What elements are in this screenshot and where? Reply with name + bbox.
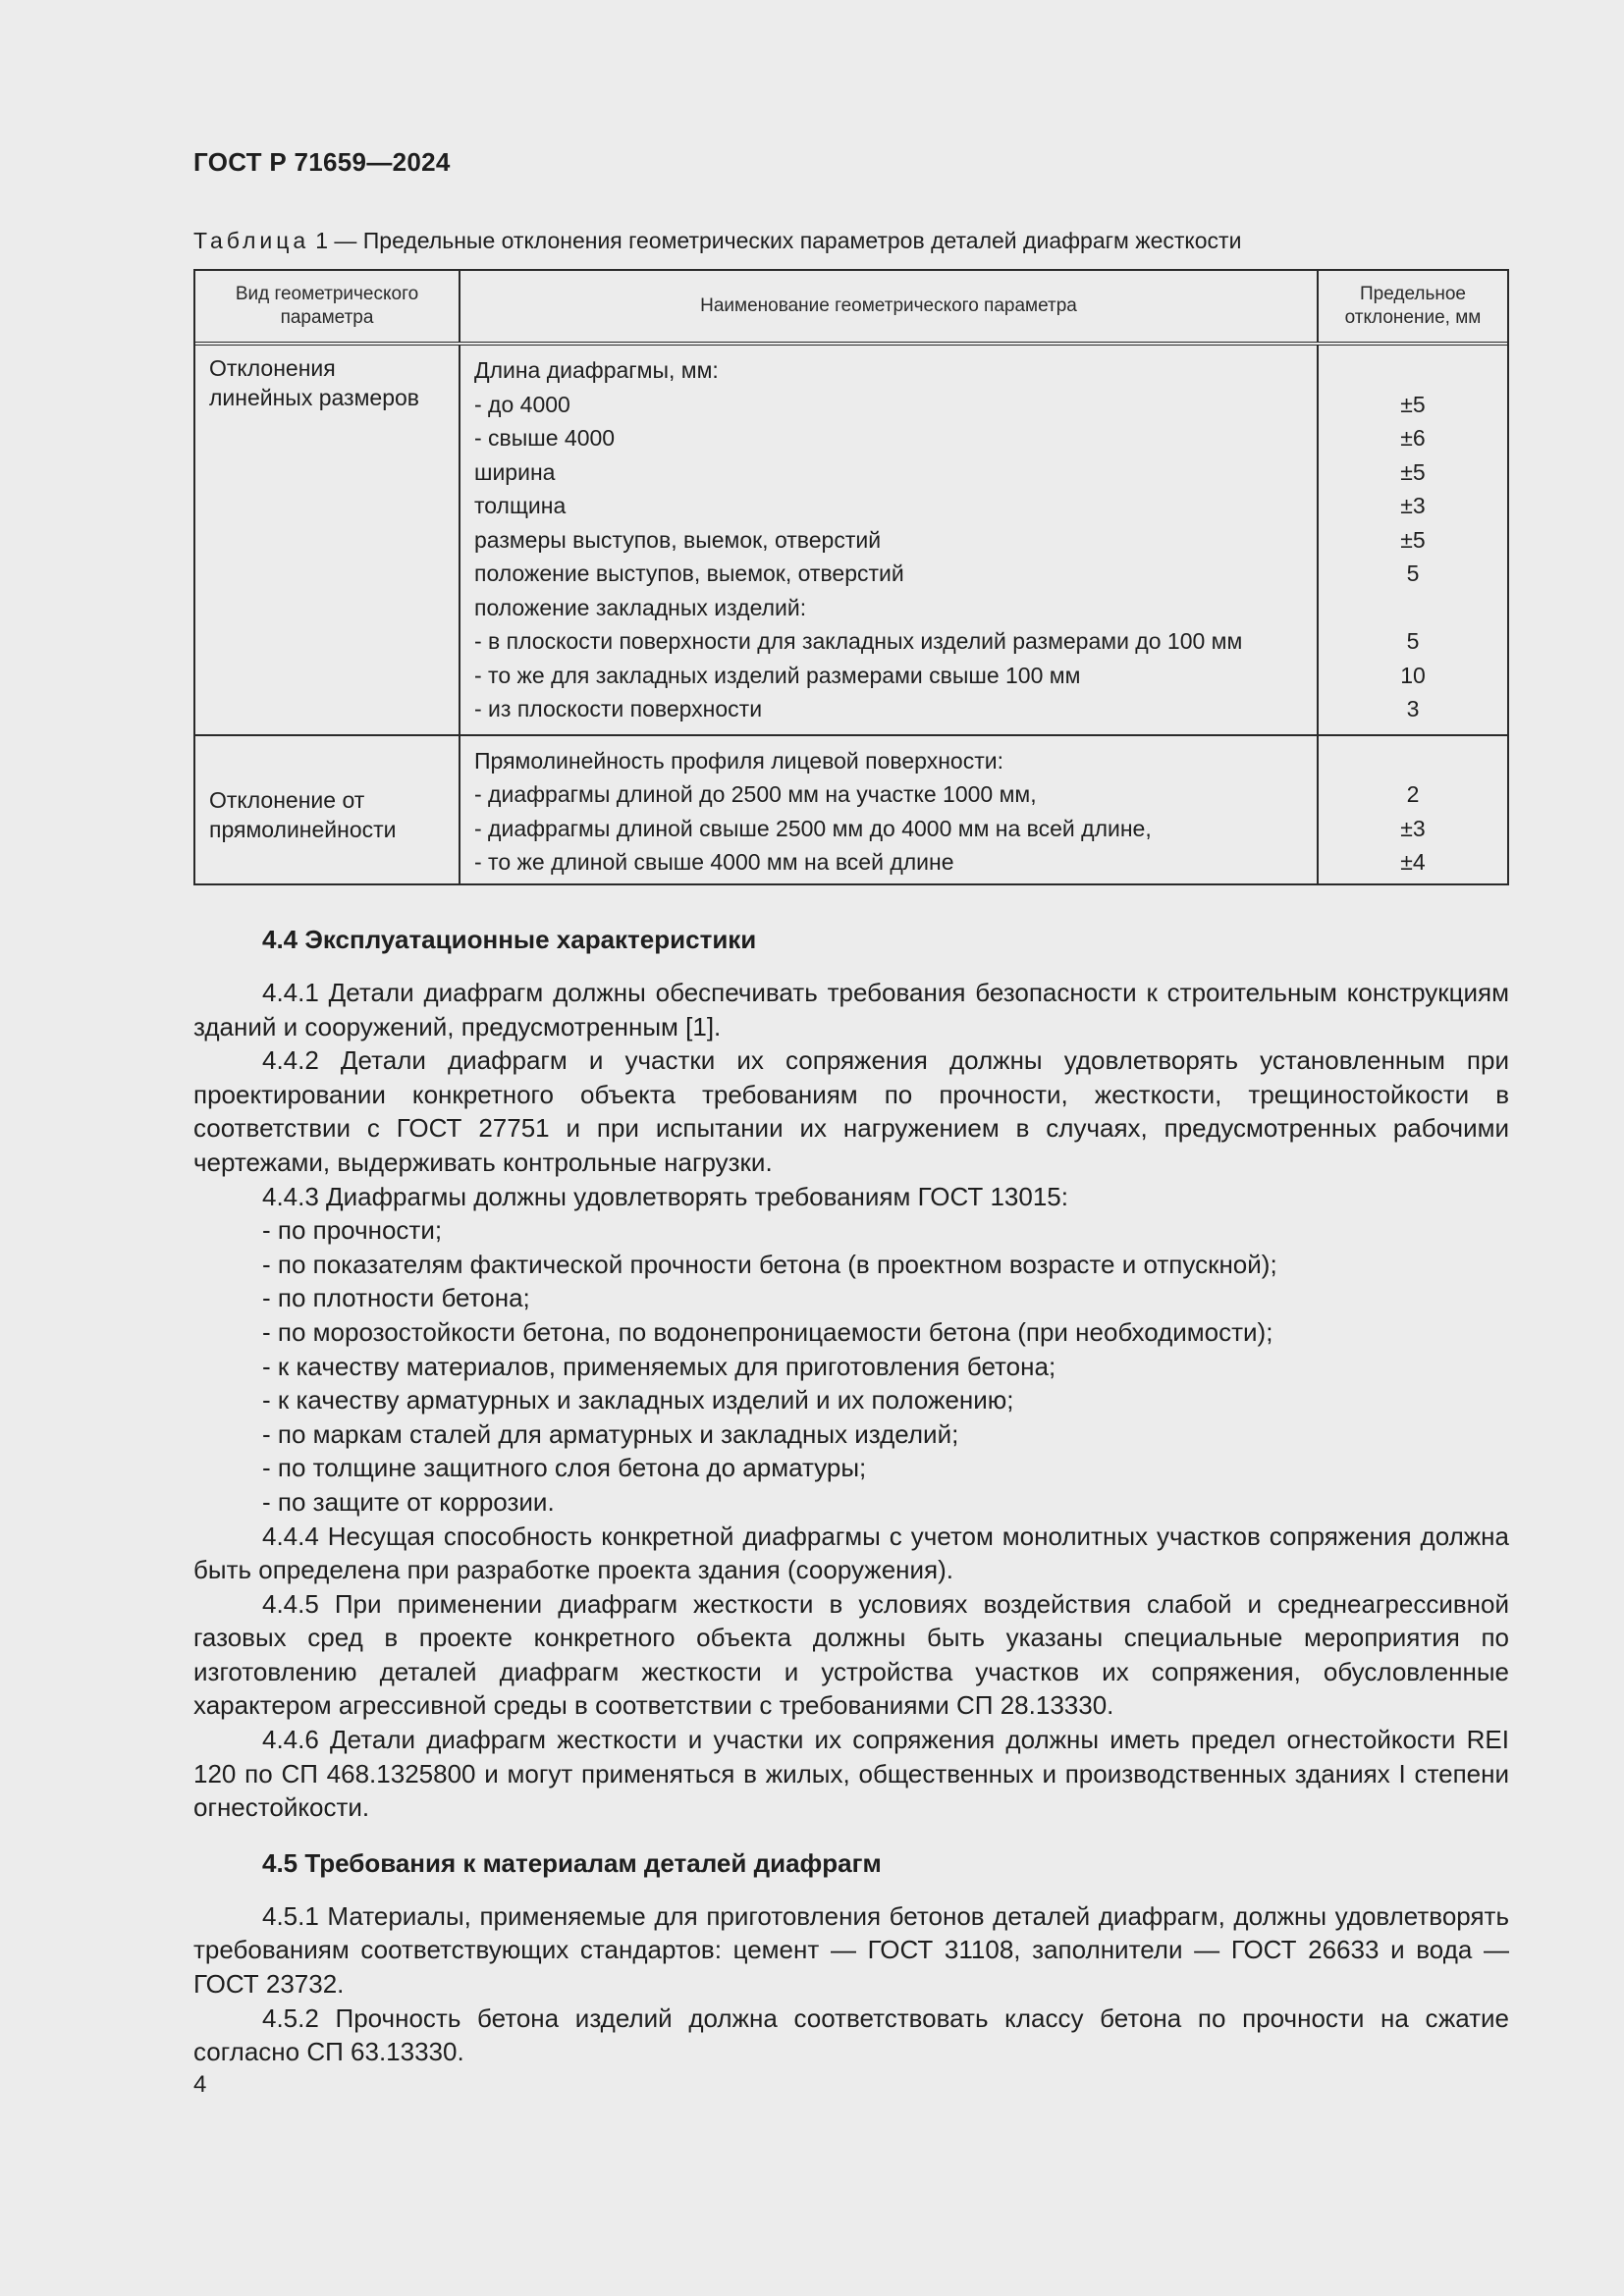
requirement-list-item: - к качеству арматурных и закладных изделий и их положению; bbox=[262, 1385, 1014, 1415]
parameter-name: размеры выступов, выемок, отверстий bbox=[474, 526, 882, 553]
header-parameter-type: Вид геометрического параметра bbox=[235, 284, 419, 328]
section-heading-4-5: 4.5 Требования к материалам деталей диафрагм bbox=[262, 1847, 882, 1878]
requirement-list-item: - по защите от коррозии. bbox=[262, 1486, 555, 1517]
deviation-value: 2 bbox=[1406, 781, 1420, 807]
table-group-linear bbox=[195, 346, 1507, 734]
table-caption-prefix: Таблица bbox=[193, 228, 310, 253]
deviation-value: ±3 bbox=[1400, 815, 1426, 841]
deviation-values-cell bbox=[1317, 346, 1507, 734]
parameter-name: - в плоскости поверхности для закладных изделий размерами до 100 мм bbox=[474, 628, 1243, 654]
requirement-list-item: - по прочности; bbox=[262, 1215, 443, 1246]
paragraph-4-4-3: 4.4.3 Диафрагмы должны удовлетворять требованиям ГОСТ 13015: bbox=[262, 1181, 1068, 1211]
deviation-value: ±3 bbox=[1400, 493, 1426, 518]
paragraph-4-4-6: 4.4.6 Детали диафрагм жесткости и участки их сопряжения должны иметь предел огнестойкости REI 120 по СП 468.1325800 и могут применяться в жилых, общественных и производственных зданиях I степени огнестойкости. bbox=[193, 1725, 1509, 1823]
section-heading-4-4: 4.4 Эксплуатационные характеристики bbox=[262, 925, 757, 954]
parameter-name: - из плоскости поверхности bbox=[474, 696, 763, 721]
deviation-value: 5 bbox=[1406, 561, 1420, 586]
page-number: 4 bbox=[193, 2071, 207, 2098]
table-header-row bbox=[195, 271, 1507, 346]
deviation-value: ±6 bbox=[1400, 425, 1426, 451]
paragraph-4-5-1: 4.5.1 Материалы, применяемые для приготовления бетонов деталей диафрагм, должны удовлетворять требованиям соответствующих стандартов: цемент — ГОСТ 31108, заполнители — ГОСТ 26633 и вода — ГОСТ 23732. bbox=[193, 1900, 1509, 2000]
category-cell bbox=[195, 346, 459, 734]
parameter-name: - то же длиной свыше 4000 мм на всей длине bbox=[474, 849, 954, 875]
parameter-names-cell bbox=[459, 736, 1317, 883]
deviation-value: ±5 bbox=[1400, 526, 1426, 553]
table-group-straightness bbox=[195, 734, 1507, 883]
category-label: Отклонение от прямолинейности bbox=[209, 786, 397, 842]
deviation-value bbox=[1319, 353, 1507, 388]
parameter-name: ширина bbox=[474, 458, 556, 485]
tolerance-table bbox=[193, 269, 1509, 885]
deviation-value: 10 bbox=[1400, 662, 1426, 688]
deviation-value bbox=[1319, 591, 1507, 625]
requirement-list-item: - по толщине защитного слоя бетона до арматуры; bbox=[262, 1453, 867, 1483]
requirement-list-item: - по показателям фактической прочности бетона (в проектном возрасте и отпускной); bbox=[262, 1249, 1277, 1279]
requirement-list-item: - по морозостойкости бетона, по водонепроницаемости бетона (при необходимости); bbox=[262, 1316, 1273, 1347]
header-limit-deviation: Предельное отклонение, мм bbox=[1317, 271, 1507, 342]
parameter-name: Прямолинейность профиля лицевой поверхности: bbox=[474, 747, 1003, 774]
deviation-value: ±5 bbox=[1400, 458, 1426, 485]
requirement-list-item: - к качеству материалов, применяемых для приготовления бетона; bbox=[262, 1351, 1056, 1381]
category-cell bbox=[195, 736, 459, 883]
deviation-values-cell bbox=[1317, 736, 1507, 883]
paragraph-4-5-2: 4.5.2 Прочность бетона изделий должна соответствовать классу бетона по прочности на сжатие согласно СП 63.13330. bbox=[193, 2002, 1509, 2067]
paragraph-4-4-4: 4.4.4 Несущая способность конкретной диафрагмы с учетом монолитных участков сопряжения должна быть определена при разработке проекта здания (сооружения). bbox=[193, 1521, 1509, 1585]
header-parameter-name: Наименование геометрического параметра bbox=[459, 271, 1317, 342]
document-header: ГОСТ Р 71659—2024 bbox=[193, 147, 451, 177]
category-label: Отклонения линейных размеров bbox=[209, 355, 420, 410]
deviation-value bbox=[1319, 744, 1507, 778]
parameter-name: толщина bbox=[474, 493, 567, 518]
requirement-list-item: - по плотности бетона; bbox=[262, 1283, 530, 1313]
deviation-value: ±5 bbox=[1400, 391, 1426, 417]
paragraph-4-4-2: 4.4.2 Детали диафрагм и участки их сопряжения должны удовлетворять установленным при проектировании конкретного объекта требованиям по прочности, жесткости, трещиностойкости в соответствии с ГОСТ 27751 и при испытании их нагружением в случаях, предусмотренных рабочими чертежами, выдерживать контрольные нагрузки. bbox=[193, 1045, 1509, 1177]
parameter-name: - то же для закладных изделий размерами свыше 100 мм bbox=[474, 662, 1081, 688]
table-caption bbox=[193, 228, 1241, 254]
deviation-value: 3 bbox=[1406, 696, 1420, 721]
parameter-name: - диафрагмы длиной свыше 2500 мм до 4000 мм на всей длине, bbox=[474, 815, 1152, 841]
parameter-name: положение выступов, выемок, отверстий bbox=[474, 561, 904, 586]
paragraph-4-4-5: 4.4.5 При применении диафрагм жесткости в условиях воздействия слабой и среднеагрессивной газовых сред в проекте конкретного объекта должны быть указаны специальные мероприятия по изготовлению деталей диафрагм жесткости и устройства участков их сопряжения, обусловленные характером агрессивной среды в соответствии с требованиями СП 28.13330. bbox=[193, 1588, 1509, 1721]
parameter-name: - диафрагмы длиной до 2500 мм на участке 1000 мм, bbox=[474, 781, 1037, 807]
table-caption-title: 1 — Предельные отклонения геометрических параметров деталей диафрагм жесткости bbox=[315, 228, 1242, 253]
parameter-name: положение закладных изделий: bbox=[474, 594, 807, 620]
deviation-value: ±4 bbox=[1400, 849, 1426, 875]
parameter-name: - свыше 4000 bbox=[474, 425, 616, 451]
parameter-names-cell bbox=[459, 346, 1317, 734]
parameter-name: Длина диафрагмы, мм: bbox=[474, 357, 719, 383]
deviation-value: 5 bbox=[1406, 628, 1420, 654]
body-text bbox=[193, 915, 1509, 2069]
parameter-name: - до 4000 bbox=[474, 391, 570, 417]
requirement-list-item: - по маркам сталей для арматурных и закладных изделий; bbox=[262, 1418, 959, 1449]
paragraph-4-4-1: 4.4.1 Детали диафрагм должны обеспечивать требования безопасности к строительным конструкциям зданий и сооружений, предусмотренным [1]. bbox=[193, 978, 1509, 1041]
